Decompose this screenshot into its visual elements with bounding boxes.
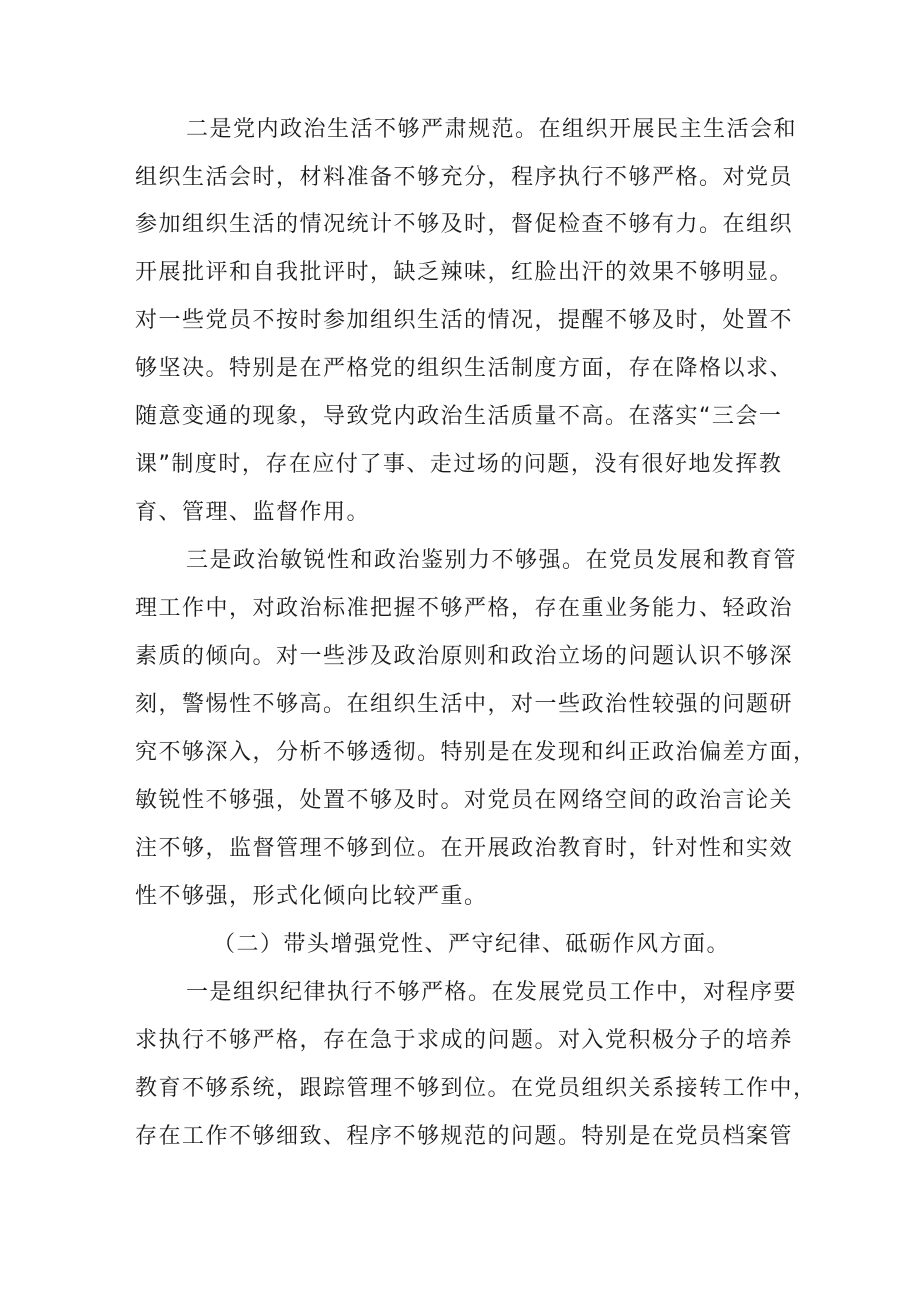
paragraph-3-line-4: 刻，警惕性不够高。在组织生活中，对一些政治性较强的问题研 <box>135 692 794 717</box>
paragraph-3-line-7: 注不够，监督管理不够到位。在开展政治教育时，针对性和实效 <box>135 836 794 861</box>
paragraph-2-line-2: 组织生活会时，材料准备不够充分，程序执行不够严格。对党员 <box>135 165 794 190</box>
paragraph-4-line-3: 教育不够系统，跟踪管理不够到位。在党员组织关系接转工作中， <box>135 1076 817 1101</box>
paragraph-3-line-8: 性不够强，形式化倾向比较严重。 <box>135 884 488 909</box>
paragraph-4-line-4: 存在工作不够细致、程序不够规范的问题。特别是在党员档案管 <box>135 1124 794 1149</box>
paragraph-4-line-2: 求执行不够严格，存在急于求成的问题。对入党积极分子的培养 <box>135 1028 794 1053</box>
paragraph-3-line-1: 三是政治敏锐性和政治鉴别力不够强。在党员发展和教育管 <box>186 548 798 573</box>
paragraph-2-line-3: 参加组织生活的情况统计不够及时，督促检查不够有力。在组织 <box>135 212 794 237</box>
paragraph-3-line-5: 究不够深入，分析不够透彻。特别是在发现和纠正政治偏差方面， <box>135 740 817 765</box>
paragraph-2-line-8: 课”制度时，存在应付了事、走过场的问题，没有很好地发挥教 <box>135 452 783 477</box>
paragraph-2-line-6: 够坚决。特别是在严格党的组织生活制度方面，存在降格以求、 <box>135 356 794 381</box>
paragraph-2-line-7: 随意变通的现象，导致党内政治生活质量不高。在落实“三会一 <box>135 404 783 429</box>
paragraph-4-line-1: 一是组织纪律执行不够严格。在发展党员工作中，对程序要 <box>186 980 798 1005</box>
paragraph-3-line-3: 素质的倾向。对一些涉及政治原则和政治立场的问题认识不够深 <box>135 644 794 669</box>
paragraph-2-line-5: 对一些党员不按时参加组织生活的情况，提醒不够及时，处置不 <box>135 308 794 333</box>
paragraph-2-line-9: 育、管理、监督作用。 <box>135 500 371 525</box>
section-heading: （二）带头增强党性、严守纪律、砥砺作风方面。 <box>213 932 731 957</box>
paragraph-2-line-1: 二是党内政治生活不够严肃规范。在组织开展民主生活会和 <box>186 117 798 142</box>
paragraph-3-line-6: 敏锐性不够强，处置不够及时。对党员在网络空间的政治言论关 <box>135 788 794 813</box>
paragraph-2-line-4: 开展批评和自我批评时，缺乏辣味，红脸出汗的效果不够明显。 <box>135 260 794 285</box>
paragraph-3-line-2: 理工作中，对政治标准把握不够严格，存在重业务能力、轻政治 <box>135 596 794 621</box>
